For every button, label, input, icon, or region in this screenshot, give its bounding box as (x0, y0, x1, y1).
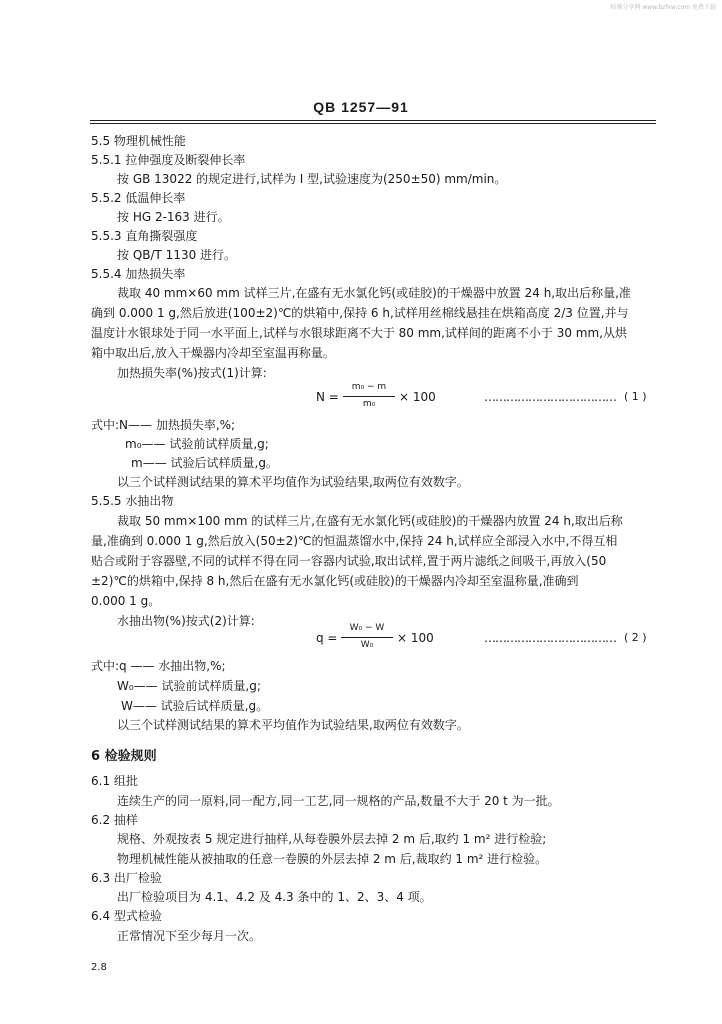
header-rule-top (90, 120, 656, 121)
section-5-5-title: 5.5 物理机械性能 (91, 134, 186, 148)
formula-2-where-3: W—— 试验后试样质量,g。 (121, 699, 269, 713)
section-5-5-4-title: 5.5.4 加热损失率 (91, 267, 186, 281)
section-5-5-5-para-2: 量,准确到 0.000 1 g,然后放入(50±2)℃的恒温蒸馏水中,保持 24 h,试样应全部浸入水中,不得互相 (91, 534, 618, 548)
formula-1-where-3: m—— 试验后试样质量,g。 (131, 456, 278, 470)
formula-1-leader-dots: ……………………………… (484, 390, 616, 404)
section-5-5-4-para-4: 箱中取出后,放入干燥器内冷却至室温再称量。 (91, 346, 335, 360)
formula-2-number: ( 2 ) (624, 631, 647, 644)
section-5-5-3-text: 按 QB/T 1130 进行。 (117, 248, 237, 262)
section-5-5-3-title: 5.5.3 直角撕裂强度 (91, 229, 198, 243)
formula-2-lhs: q = (316, 631, 338, 645)
formula-1-numerator: m₀ − m (351, 382, 387, 392)
section-5-5-4-para-3: 温度计水银球处于同一水平面上,试样与水银球距离不大于 80 mm,试样间的距离不小于 30 mm,从烘 (91, 326, 628, 340)
section-6-1-title: 6.1 组批 (91, 774, 138, 788)
header-rule-bottom (90, 123, 656, 124)
formula-2-rhs: × 100 (397, 631, 434, 645)
formula-2-fraction-bar (341, 637, 393, 638)
section-5-5-4-para-1: 裁取 40 mm×60 mm 试样三片,在盛有无水氯化钙(或硅胶)的干燥器中放置 24 h,取出后称量,准 (117, 286, 631, 300)
formula-2-intro: 水抽出物(%)按式(2)计算: (117, 614, 255, 628)
section-5-5-5-para-4: ±2)℃的烘箱中,保持 8 h,然后在盛有无水氯化钙(或硅胶)的干燥器内冷却至室温称量,准确到 (91, 574, 579, 588)
formula-1-rhs: × 100 (399, 390, 436, 404)
formula-1-where-1: 式中:N—— 加热损失率,%; (91, 418, 236, 432)
formula-2-where-1: 式中:q —— 水抽出物,%; (91, 659, 226, 673)
formula-1-intro: 加热损失率(%)按式(1)计算: (117, 366, 267, 380)
formula-2-numerator: W₀ − W (349, 623, 385, 633)
formula-2-denominator: W₀ (360, 640, 374, 650)
formula-1-denominator: m₀ (362, 399, 376, 409)
formula-1-number: ( 1 ) (624, 390, 647, 403)
section-6-title: 6 检验规则 (91, 749, 157, 764)
page-number: 2.8 (91, 962, 107, 973)
formula-2-where-2: W₀—— 试验前试样质量,g; (117, 679, 261, 693)
section-6-4-text: 正常情况下至少每月一次。 (117, 929, 262, 943)
formula-1-lhs: N = (316, 390, 339, 404)
watermark: 标准分享网 www.bzfxw.com 免费下载 (610, 4, 716, 11)
section-5-5-5-result: 以三个试样测试结果的算术平均值作为试验结果,取两位有效数字。 (117, 718, 469, 732)
section-5-5-5-para-3: 贴合或附于容器壁,不同的试样不得在同一容器内试验,取出试样,置于两片滤纸之间吸干,再放入(50 (91, 554, 607, 568)
section-6-3-title: 6.3 出厂检验 (91, 871, 162, 885)
section-5-5-5-title: 5.5.5 水抽出物 (91, 494, 174, 508)
section-5-5-1-text: 按 GB 13022 的规定进行,试样为 I 型,试验速度为(250±50) mm/min。 (117, 172, 507, 186)
standard-code-header: QB 1257—91 (313, 99, 409, 115)
section-5-5-5-para-1: 裁取 50 mm×100 mm 的试样三片,在盛有无水氯化钙(或硅胶)的干燥器内放置 24 h,取出后称 (117, 514, 623, 528)
section-5-5-2-title: 5.5.2 低温伸长率 (91, 191, 186, 205)
section-6-2-text-1: 规格、外观按表 5 规定进行抽样,从每卷膜外层去掉 2 m 后,取约 1 m² 进行检验; (117, 832, 547, 846)
section-5-5-5-para-5: 0.000 1 g。 (91, 594, 161, 608)
section-5-5-1-title: 5.5.1 拉伸强度及断裂伸长率 (91, 153, 246, 167)
formula-2-leader-dots: ……………………………… (484, 631, 616, 645)
section-6-1-text: 连续生产的同一原料,同一配方,同一工艺,同一规格的产品,数量不大于 20 t 为一批。 (117, 794, 560, 808)
formula-1-fraction-bar (343, 396, 395, 397)
section-5-5-2-text: 按 HG 2-163 进行。 (117, 210, 230, 224)
section-5-5-4-result: 以三个试样测试结果的算术平均值作为试验结果,取两位有效数字。 (117, 475, 469, 489)
section-6-2-title: 6.2 抽样 (91, 813, 138, 827)
section-6-4-title: 6.4 型式检验 (91, 909, 162, 923)
section-6-2-text-2: 物理机械性能从被抽取的任意一卷膜的外层去掉 2 m 后,裁取约 1 m² 进行检验。 (117, 852, 548, 866)
section-6-3-text: 出厂检验项目为 4.1、4.2 及 4.3 条中的 1、2、3、4 项。 (117, 890, 432, 904)
formula-1-where-2: m₀—— 试验前试样质量,g; (125, 437, 269, 451)
section-5-5-4-para-2: 确到 0.000 1 g,然后放进(100±2)℃的烘箱中,保持 6 h,试样用丝棉线悬挂在烘箱高度 2/3 位置,并与 (91, 306, 629, 320)
